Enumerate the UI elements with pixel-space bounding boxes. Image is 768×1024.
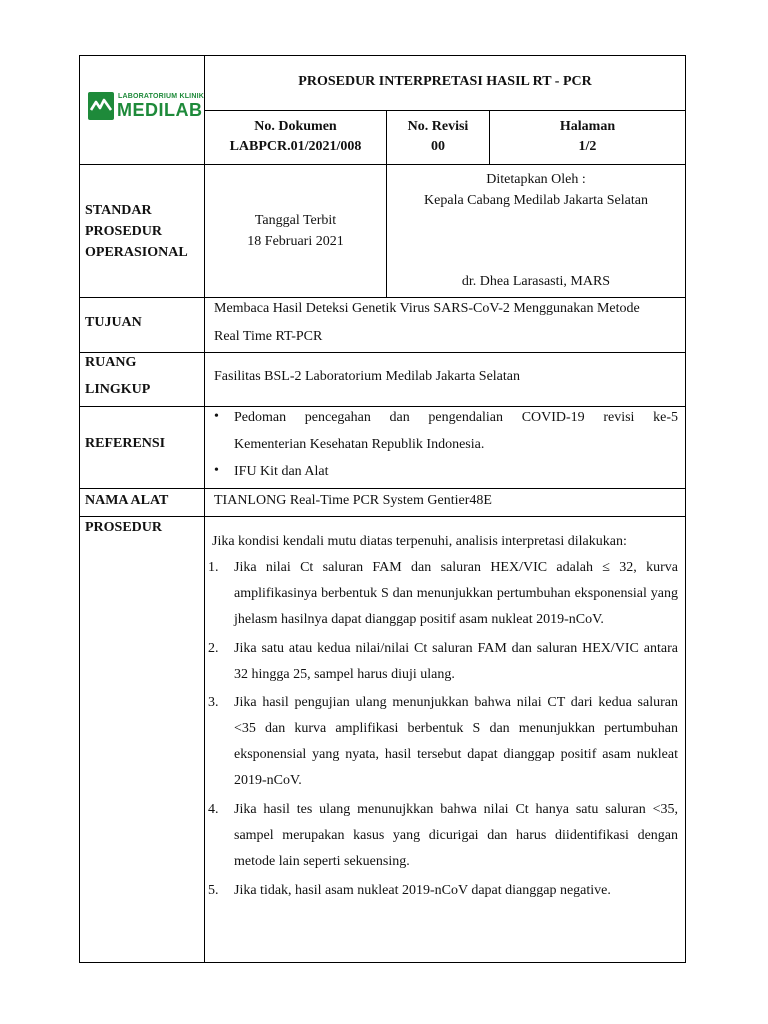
tujuan-label: TUJUAN [85,315,142,330]
table-border-row7 [79,516,686,517]
table-border-row5 [79,406,686,407]
revision-value: 00 [431,139,445,154]
table-border-bottom [79,962,686,963]
step-text: Jika hasil pengujian ulang menunjukkan bahwa nilai CT dari kedua saluran <35 dan kurva amplifikasi berbentuk S dan menunjukkan pertumbuhan eksponensial yang nyata, hasil tersebut dapat dianggap positif asam nukleat 2019-nCoV. [234,695,678,788]
ruang-lingkup-label-1: RUANG [85,355,137,370]
medilab-logo-icon [88,92,114,120]
ruang-lingkup-label-2: LINGKUP [85,382,151,397]
prosedur-step [208,636,678,688]
table-border-row2 [79,164,686,165]
logo-subtitle: LABORATORIUM KLINIK [118,93,204,100]
issue-date-value: 18 Februari 2021 [247,234,344,249]
referensi-item-1-line-1: Pedoman pencegahan dan pengendalian COVID-19 revisi ke-5 [234,410,678,425]
referensi-label: REFERENSI [85,436,166,451]
sop-label-2: PROSEDUR [85,224,163,239]
step-number: 1. [208,560,219,575]
ruang-lingkup-value: Fasilitas BSL-2 Laboratorium Medilab Jakarta Selatan [214,369,520,384]
approved-by-label: Ditetapkan Oleh : [486,172,586,187]
table-border-row1 [204,110,686,111]
table-border-left [79,55,80,963]
nama-alat-label: NAMA ALAT [85,493,169,508]
step-number: 5. [208,883,219,898]
step-number: 4. [208,802,219,817]
sop-label-1: STANDAR [85,203,152,218]
referensi-item-1-line-2: Kementerian Kesehatan Republik Indonesia. [234,437,485,452]
prosedur-step [208,690,678,794]
prosedur-label: PROSEDUR [85,520,163,535]
revision-label: No. Revisi [407,119,469,134]
step-text: Jika nilai Ct saluran FAM dan saluran HEX/VIC adalah ≤ 32, kurva amplifikasinya berbentuk S dan menunjukkan pertumbuhan eksponensial yang jhelasm hasilnya dapat dianggap positif asam nukleat 2019-nCoV. [234,560,678,627]
tujuan-line-1: Membaca Hasil Deteksi Genetik Virus SARS-CoV-2 Menggunakan Metode [214,301,640,316]
doc-number-label: No. Dokumen [254,119,337,134]
prosedur-step [208,878,678,904]
approver-name: dr. Dhea Larasasti, MARS [461,274,611,289]
logo-title: MEDILAB [117,100,203,120]
step-number: 3. [208,695,219,710]
page-label: Halaman [559,119,616,134]
step-text: Jika hasil tes ulang menunujkkan bahwa nilai Ct hanya satu saluran <35, sampel merupakan kasus yang dicurigai dan harus diidentifikasi dengan metode lain seperti sekuensing. [234,802,678,869]
step-text: Jika satu atau kedua nilai/nilai Ct saluran FAM dan saluran HEX/VIC antara 32 hingga 25, sampel harus diuji ulang. [234,641,678,682]
prosedur-step [208,797,678,875]
medilab-logo [88,92,204,122]
prosedur-intro: Jika kondisi kendali mutu diatas terpenuhi, analisis interpretasi dilakukan: [212,534,627,549]
table-border-row6 [79,488,686,489]
issue-date-label: Tanggal Terbit [254,213,337,228]
page-value: 1/2 [578,139,597,154]
referensi-item-2: IFU Kit dan Alat [234,464,329,479]
step-text: Jika tidak, hasil asam nukleat 2019-nCoV dapat dianggap negative. [234,883,611,898]
prosedur-step [208,555,678,633]
table-border-row3 [79,297,686,298]
document-title: PROSEDUR INTERPRETASI HASIL RT - PCR [298,74,592,89]
bullet-icon: • [214,409,219,424]
table-border-row4 [79,352,686,353]
sop-label-3: OPERASIONAL [85,245,188,260]
approver-role: Kepala Cabang Medilab Jakarta Selatan [424,193,648,208]
tujuan-line-2: Real Time RT-PCR [214,329,323,344]
table-border-top [79,55,686,56]
step-number: 2. [208,641,219,656]
table-border-right [685,55,686,963]
nama-alat-value: TIANLONG Real-Time PCR System Gentier48E [214,493,492,508]
bullet-icon: • [214,463,219,478]
doc-number-value: LABPCR.01/2021/008 [229,139,362,154]
table-border-col1 [204,55,205,963]
